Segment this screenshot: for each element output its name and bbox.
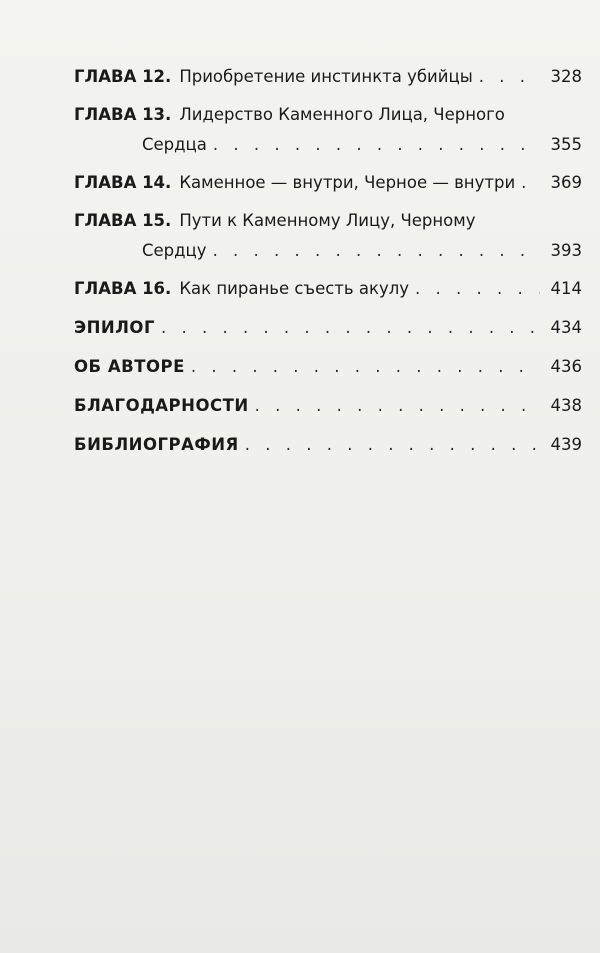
dot-leader	[415, 274, 540, 304]
dot-leader	[521, 168, 540, 198]
chapter-title: Лидерство Каменного Лица, Черного	[179, 105, 505, 124]
toc-entry-chapter-14	[74, 168, 582, 198]
dot-leader	[213, 130, 540, 160]
toc-entry-chapter-13	[74, 100, 582, 160]
chapter-label: ГЛАВА 12.	[74, 67, 172, 86]
table-of-contents	[74, 62, 582, 460]
dot-leader	[255, 391, 540, 421]
page-number: 369	[550, 173, 582, 192]
toc-entry-chapter-16	[74, 274, 582, 304]
page-number: 438	[550, 396, 582, 415]
chapter-title-continued: Сердца	[142, 135, 207, 154]
chapter-label: ГЛАВА 13.	[74, 105, 172, 124]
section-title: БЛАГОДАРНОСТИ	[74, 396, 249, 415]
chapter-title-continued: Сердцу	[142, 241, 207, 260]
page-number: 355	[550, 135, 582, 154]
chapter-label: ГЛАВА 14.	[74, 173, 172, 192]
chapter-label: ГЛАВА 16.	[74, 279, 172, 298]
chapter-label: ГЛАВА 15.	[74, 211, 172, 230]
section-title: ОБ АВТОРЕ	[74, 357, 185, 376]
toc-entry-acknowledgements	[74, 391, 582, 421]
toc-entry-epilogue	[74, 313, 582, 343]
page-number: 434	[550, 318, 582, 337]
section-title: ЭПИЛОГ	[74, 318, 155, 337]
page-number: 439	[550, 435, 582, 454]
chapter-title: Как пиранье съесть акулу	[179, 279, 410, 298]
dot-leader	[245, 430, 540, 460]
toc-entry-about-author	[74, 352, 582, 382]
toc-entry-bibliography	[74, 430, 582, 460]
toc-entry-chapter-15	[74, 206, 582, 266]
dot-leader	[479, 62, 540, 92]
chapter-title: Пути к Каменному Лицу, Черному	[179, 211, 476, 230]
page-number: 436	[550, 357, 582, 376]
page-number: 393	[550, 241, 582, 260]
page-number: 414	[550, 279, 582, 298]
toc-entry-chapter-12	[74, 62, 582, 92]
page-number: 328	[550, 67, 582, 86]
chapter-title: Приобретение инстинкта убийцы	[179, 67, 473, 86]
chapter-title: Каменное — внутри, Черное — внутри	[179, 173, 516, 192]
dot-leader	[161, 313, 540, 343]
dot-leader	[213, 236, 540, 266]
section-title: БИБЛИОГРАФИЯ	[74, 435, 239, 454]
dot-leader	[191, 352, 540, 382]
